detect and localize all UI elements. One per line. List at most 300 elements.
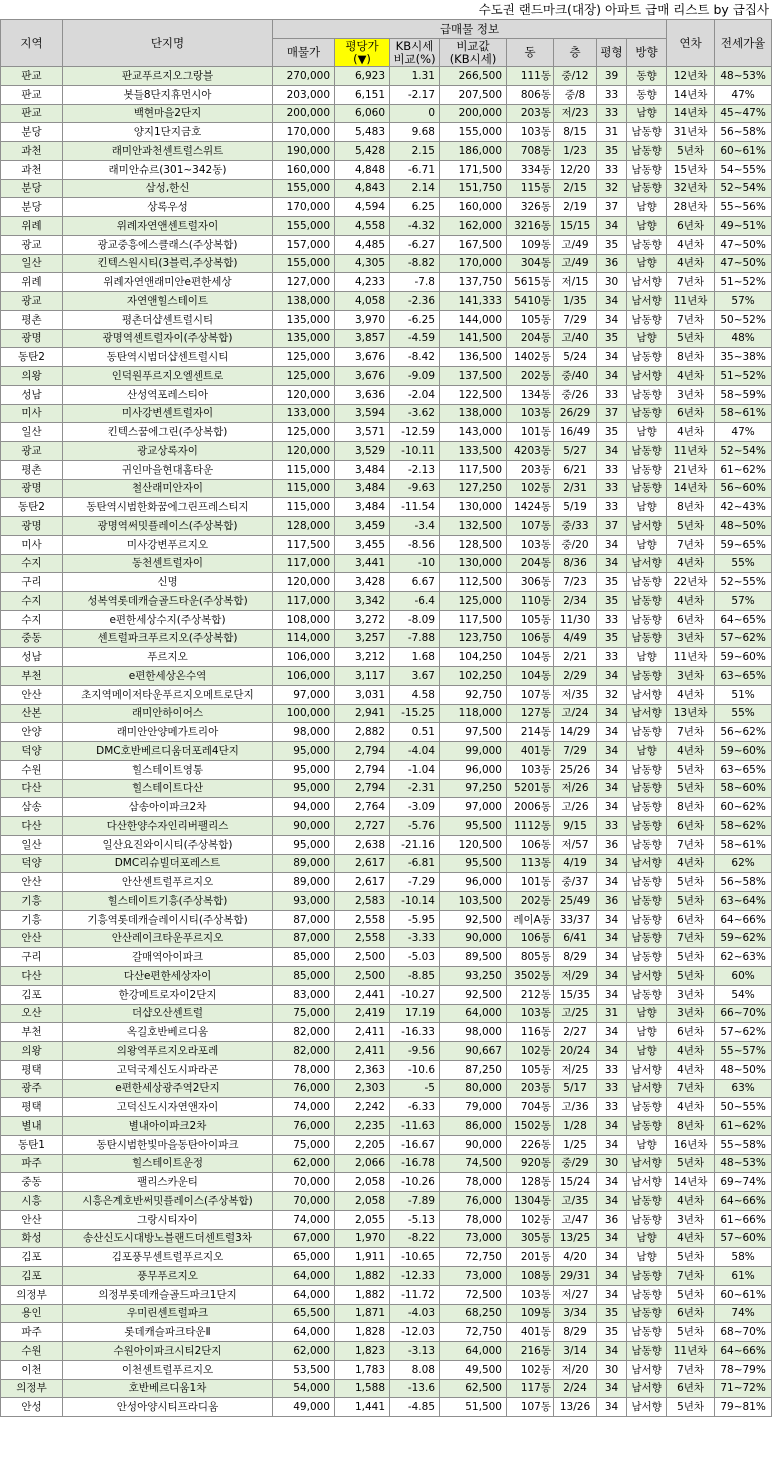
cell-age: 4년차 xyxy=(667,854,715,873)
cell-dong: 104동 xyxy=(507,648,554,667)
table-row xyxy=(1,967,772,986)
cell-price: 89,000 xyxy=(273,873,335,892)
cell-jeonse: 55~57% xyxy=(715,1042,772,1061)
cell-compare-value: 93,250 xyxy=(440,967,507,986)
cell-price: 117,000 xyxy=(273,592,335,611)
cell-dong: 214동 xyxy=(507,723,554,742)
cell-kb-compare: -9.09 xyxy=(390,367,440,386)
cell-dong: 134동 xyxy=(507,385,554,404)
cell-region: 평택 xyxy=(1,1060,63,1079)
cell-complex-name: 미사강변센트럴자이 xyxy=(63,404,273,423)
cell-dong: 5615동 xyxy=(507,273,554,292)
cell-pyeong: 34 xyxy=(597,1117,627,1136)
cell-floor: 4/19 xyxy=(554,854,597,873)
cell-kb-compare: 2.15 xyxy=(390,142,440,161)
cell-direction: 남향 xyxy=(627,254,667,273)
cell-dong: 107동 xyxy=(507,1398,554,1417)
cell-direction: 남향 xyxy=(627,198,667,217)
cell-direction: 남서향 xyxy=(627,1360,667,1379)
cell-pyeong: 32 xyxy=(597,179,627,198)
cell-direction: 남향 xyxy=(627,1023,667,1042)
cell-complex-name: 갈매역아이파크 xyxy=(63,948,273,967)
cell-direction: 남향 xyxy=(627,329,667,348)
cell-direction: 남서향 xyxy=(627,367,667,386)
cell-kb-compare: 2.14 xyxy=(390,179,440,198)
cell-floor: 11/30 xyxy=(554,610,597,629)
cell-dong: 201동 xyxy=(507,1248,554,1267)
cell-dong: 102동 xyxy=(507,1360,554,1379)
cell-direction: 남서향 xyxy=(627,1379,667,1398)
cell-direction: 남동향 xyxy=(627,1304,667,1323)
cell-kb-compare: -10.27 xyxy=(390,985,440,1004)
cell-age: 7년차 xyxy=(667,1360,715,1379)
cell-direction: 남서향 xyxy=(627,1060,667,1079)
cell-floor: 7/29 xyxy=(554,310,597,329)
cell-age: 4년차 xyxy=(667,592,715,611)
header-cmp-line2: (KB시세) xyxy=(449,51,497,66)
cell-dong: 204동 xyxy=(507,554,554,573)
cell-jeonse: 50~52% xyxy=(715,310,772,329)
cell-floor: 2/24 xyxy=(554,1379,597,1398)
cell-price-per-pyeong: 2,066 xyxy=(335,1154,390,1173)
header-kb-compare xyxy=(390,39,440,67)
header-complex: 단지명 xyxy=(63,20,273,67)
cell-region: 위례 xyxy=(1,273,63,292)
table-row xyxy=(1,1267,772,1286)
cell-kb-compare: -4.03 xyxy=(390,1304,440,1323)
cell-jeonse: 51~52% xyxy=(715,367,772,386)
cell-age: 15년차 xyxy=(667,160,715,179)
cell-compare-value: 72,750 xyxy=(440,1248,507,1267)
cell-dong: 1424동 xyxy=(507,498,554,517)
cell-price-per-pyeong: 3,459 xyxy=(335,517,390,536)
cell-pyeong: 37 xyxy=(597,198,627,217)
cell-pyeong: 36 xyxy=(597,254,627,273)
cell-price: 135,000 xyxy=(273,329,335,348)
cell-price: 76,000 xyxy=(273,1117,335,1136)
cell-direction: 동향 xyxy=(627,67,667,86)
cell-compare-value: 74,500 xyxy=(440,1154,507,1173)
cell-complex-name: 상록우성 xyxy=(63,198,273,217)
cell-region: 별내 xyxy=(1,1117,63,1136)
table-row xyxy=(1,535,772,554)
cell-direction: 남향 xyxy=(627,217,667,236)
table-row xyxy=(1,198,772,217)
cell-dong: 105동 xyxy=(507,310,554,329)
cell-price-per-pyeong: 3,484 xyxy=(335,460,390,479)
cell-complex-name: 동천센트럴자이 xyxy=(63,554,273,573)
cell-direction: 남동향 xyxy=(627,310,667,329)
cell-price: 203,000 xyxy=(273,85,335,104)
cell-price: 115,000 xyxy=(273,479,335,498)
cell-age: 12년차 xyxy=(667,67,715,86)
cell-floor: 4/49 xyxy=(554,629,597,648)
cell-price-per-pyeong: 3,428 xyxy=(335,573,390,592)
cell-kb-compare: 1.68 xyxy=(390,648,440,667)
cell-dong: 306동 xyxy=(507,573,554,592)
cell-price-per-pyeong: 3,455 xyxy=(335,535,390,554)
table-row xyxy=(1,854,772,873)
cell-dong: 204동 xyxy=(507,329,554,348)
cell-price-per-pyeong: 2,500 xyxy=(335,948,390,967)
cell-complex-name: 안산레이크타운푸르지오 xyxy=(63,929,273,948)
cell-compare-value: 97,250 xyxy=(440,779,507,798)
cell-direction: 남향 xyxy=(627,1135,667,1154)
cell-pyeong: 31 xyxy=(597,123,627,142)
cell-region: 미사 xyxy=(1,404,63,423)
cell-pyeong: 34 xyxy=(597,310,627,329)
cell-compare-value: 64,000 xyxy=(440,1342,507,1361)
cell-price: 76,000 xyxy=(273,1079,335,1098)
cell-region: 평촌 xyxy=(1,310,63,329)
cell-price-per-pyeong: 3,676 xyxy=(335,348,390,367)
cell-pyeong: 34 xyxy=(597,1398,627,1417)
cell-pyeong: 33 xyxy=(597,1098,627,1117)
cell-price-per-pyeong: 2,941 xyxy=(335,704,390,723)
cell-price: 125,000 xyxy=(273,348,335,367)
table-row xyxy=(1,142,772,161)
cell-dong: 203동 xyxy=(507,1079,554,1098)
cell-floor: 20/24 xyxy=(554,1042,597,1061)
cell-price: 70,000 xyxy=(273,1192,335,1211)
cell-price: 94,000 xyxy=(273,798,335,817)
cell-kb-compare: -13.6 xyxy=(390,1379,440,1398)
cell-kb-compare: 3.67 xyxy=(390,667,440,686)
cell-dong: 102동 xyxy=(507,1042,554,1061)
cell-complex-name: 광명역센트럴자이(주상복합) xyxy=(63,329,273,348)
cell-jeonse: 59~62% xyxy=(715,929,772,948)
table-row xyxy=(1,217,772,236)
cell-floor: 3/14 xyxy=(554,1342,597,1361)
cell-direction: 남동향 xyxy=(627,817,667,836)
table-row xyxy=(1,985,772,1004)
cell-age: 4년차 xyxy=(667,367,715,386)
header-jeonse: 전세가율 xyxy=(715,20,772,67)
header-age: 연차 xyxy=(667,20,715,67)
cell-compare-value: 141,500 xyxy=(440,329,507,348)
table-row xyxy=(1,1304,772,1323)
cell-price-per-pyeong: 1,588 xyxy=(335,1379,390,1398)
cell-floor: 고/26 xyxy=(554,798,597,817)
cell-age: 14년차 xyxy=(667,85,715,104)
cell-price: 62,000 xyxy=(273,1154,335,1173)
cell-age: 4년차 xyxy=(667,254,715,273)
cell-jeonse: 51~52% xyxy=(715,273,772,292)
cell-kb-compare: -3.13 xyxy=(390,1342,440,1361)
cell-price-per-pyeong: 3,484 xyxy=(335,479,390,498)
cell-complex-name: 미사강변푸르지오 xyxy=(63,535,273,554)
cell-direction: 남서향 xyxy=(627,854,667,873)
cell-compare-value: 78,000 xyxy=(440,1173,507,1192)
cell-complex-name: 힐스테이트기흥(주상복합) xyxy=(63,892,273,911)
cell-kb-compare: -7.29 xyxy=(390,873,440,892)
cell-dong: 203동 xyxy=(507,104,554,123)
cell-dong: 1112동 xyxy=(507,817,554,836)
cell-age: 6년차 xyxy=(667,817,715,836)
cell-kb-compare: -6.33 xyxy=(390,1098,440,1117)
cell-direction: 남동향 xyxy=(627,1098,667,1117)
cell-complex-name: 성복역롯데캐슬골드타운(주상복합) xyxy=(63,592,273,611)
cell-jeonse: 55% xyxy=(715,704,772,723)
header-price-per-pyeong[interactable] xyxy=(335,39,390,67)
cell-complex-name: 킨텍스꿈에그린(주상복합) xyxy=(63,423,273,442)
table-row xyxy=(1,292,772,311)
cell-pyeong: 34 xyxy=(597,723,627,742)
cell-floor: 저/15 xyxy=(554,273,597,292)
cell-pyeong: 33 xyxy=(597,385,627,404)
cell-direction: 남동향 xyxy=(627,667,667,686)
cell-jeonse: 56~60% xyxy=(715,479,772,498)
cell-complex-name: 기흥역롯데캐슬레이시티(주상복합) xyxy=(63,910,273,929)
cell-price-per-pyeong: 4,233 xyxy=(335,273,390,292)
cell-kb-compare: -16.78 xyxy=(390,1154,440,1173)
cell-jeonse: 56~58% xyxy=(715,873,772,892)
cell-compare-value: 62,500 xyxy=(440,1379,507,1398)
cell-region: 안산 xyxy=(1,685,63,704)
cell-floor: 2/29 xyxy=(554,667,597,686)
cell-age: 5년차 xyxy=(667,967,715,986)
cell-pyeong: 34 xyxy=(597,1285,627,1304)
cell-price-per-pyeong: 1,970 xyxy=(335,1229,390,1248)
cell-direction: 남향 xyxy=(627,498,667,517)
cell-dong: 107동 xyxy=(507,685,554,704)
header-kb-line1: KB시세 xyxy=(395,38,434,53)
cell-complex-name: 힐스테이트영통 xyxy=(63,760,273,779)
cell-jeonse: 58~60% xyxy=(715,779,772,798)
cell-dong: 305동 xyxy=(507,1229,554,1248)
cell-price: 85,000 xyxy=(273,967,335,986)
cell-region: 부천 xyxy=(1,667,63,686)
cell-jeonse: 51% xyxy=(715,685,772,704)
cell-direction: 남동향 xyxy=(627,479,667,498)
cell-age: 7년차 xyxy=(667,1079,715,1098)
cell-direction: 남동향 xyxy=(627,460,667,479)
cell-kb-compare: -16.33 xyxy=(390,1023,440,1042)
cell-price-per-pyeong: 2,242 xyxy=(335,1098,390,1117)
cell-direction: 남동향 xyxy=(627,760,667,779)
cell-complex-name: 힐스테이트다산 xyxy=(63,779,273,798)
cell-age: 3년차 xyxy=(667,1004,715,1023)
cell-complex-name: 별내아이파크2차 xyxy=(63,1117,273,1136)
cell-price-per-pyeong: 1,871 xyxy=(335,1304,390,1323)
cell-dong: 103동 xyxy=(507,1285,554,1304)
cell-kb-compare: -7.8 xyxy=(390,273,440,292)
cell-direction: 남향 xyxy=(627,1248,667,1267)
cell-age: 8년차 xyxy=(667,1117,715,1136)
cell-pyeong: 33 xyxy=(597,817,627,836)
cell-region: 과천 xyxy=(1,160,63,179)
cell-direction: 남동향 xyxy=(627,835,667,854)
table-row xyxy=(1,179,772,198)
table-row xyxy=(1,1323,772,1342)
cell-price-per-pyeong: 5,483 xyxy=(335,123,390,142)
table-row xyxy=(1,479,772,498)
cell-kb-compare: 4.58 xyxy=(390,685,440,704)
cell-floor: 중/20 xyxy=(554,535,597,554)
cell-floor: 저/29 xyxy=(554,967,597,986)
cell-kb-compare: -10.26 xyxy=(390,1173,440,1192)
cell-compare-value: 95,500 xyxy=(440,854,507,873)
table-row xyxy=(1,1210,772,1229)
cell-direction: 남향 xyxy=(627,1229,667,1248)
cell-jeonse: 59~60% xyxy=(715,648,772,667)
cell-direction: 남동향 xyxy=(627,123,667,142)
table-row xyxy=(1,123,772,142)
cell-floor: 고/49 xyxy=(554,235,597,254)
cell-complex-name: 철산래미안자이 xyxy=(63,479,273,498)
cell-age: 7년차 xyxy=(667,1267,715,1286)
cell-price-per-pyeong: 2,303 xyxy=(335,1079,390,1098)
cell-pyeong: 34 xyxy=(597,1342,627,1361)
cell-kb-compare: 0.51 xyxy=(390,723,440,742)
table-row xyxy=(1,948,772,967)
table-row xyxy=(1,404,772,423)
cell-floor: 2/34 xyxy=(554,592,597,611)
cell-kb-compare: 1.31 xyxy=(390,67,440,86)
cell-pyeong: 33 xyxy=(597,610,627,629)
cell-direction: 남서향 xyxy=(627,292,667,311)
cell-direction: 남동향 xyxy=(627,160,667,179)
cell-age: 4년차 xyxy=(667,423,715,442)
cell-age: 4년차 xyxy=(667,1192,715,1211)
cell-complex-name: 김포풍무센트럴푸르지오 xyxy=(63,1248,273,1267)
cell-floor: 25/49 xyxy=(554,892,597,911)
cell-dong: 3502동 xyxy=(507,967,554,986)
cell-region: 판교 xyxy=(1,104,63,123)
cell-pyeong: 34 xyxy=(597,1267,627,1286)
cell-pyeong: 35 xyxy=(597,142,627,161)
cell-region: 다산 xyxy=(1,779,63,798)
cell-kb-compare: -5 xyxy=(390,1079,440,1098)
cell-price: 170,000 xyxy=(273,123,335,142)
cell-age: 4년차 xyxy=(667,1098,715,1117)
cell-pyeong: 34 xyxy=(597,910,627,929)
cell-complex-name: 인덕원푸르지오엘센트로 xyxy=(63,367,273,386)
cell-region: 광교 xyxy=(1,235,63,254)
cell-compare-value: 160,000 xyxy=(440,198,507,217)
cell-dong: 102동 xyxy=(507,479,554,498)
cell-pyeong: 36 xyxy=(597,835,627,854)
cell-region: 동탄2 xyxy=(1,348,63,367)
cell-compare-value: 133,500 xyxy=(440,442,507,461)
cell-pyeong: 34 xyxy=(597,929,627,948)
cell-jeonse: 59~60% xyxy=(715,742,772,761)
cell-compare-value: 97,000 xyxy=(440,798,507,817)
cell-jeonse: 47% xyxy=(715,423,772,442)
table-row xyxy=(1,1060,772,1079)
cell-jeonse: 63% xyxy=(715,1079,772,1098)
cell-floor: 4/20 xyxy=(554,1248,597,1267)
cell-kb-compare: -4.59 xyxy=(390,329,440,348)
cell-kb-compare: -8.56 xyxy=(390,535,440,554)
cell-price-per-pyeong: 6,151 xyxy=(335,85,390,104)
cell-pyeong: 35 xyxy=(597,423,627,442)
cell-floor: 고/35 xyxy=(554,1192,597,1211)
cell-jeonse: 47~50% xyxy=(715,235,772,254)
cell-kb-compare: -2.31 xyxy=(390,779,440,798)
cell-region: 화성 xyxy=(1,1229,63,1248)
cell-price: 155,000 xyxy=(273,217,335,236)
cell-floor: 저/35 xyxy=(554,685,597,704)
cell-price-per-pyeong: 2,363 xyxy=(335,1060,390,1079)
table-row xyxy=(1,85,772,104)
cell-kb-compare: -10.11 xyxy=(390,442,440,461)
cell-direction: 남서향 xyxy=(627,554,667,573)
cell-dong: 704동 xyxy=(507,1098,554,1117)
cell-pyeong: 30 xyxy=(597,1154,627,1173)
cell-dong: 304동 xyxy=(507,254,554,273)
cell-jeonse: 55~58% xyxy=(715,1135,772,1154)
cell-dong: 4203동 xyxy=(507,442,554,461)
cell-jeonse: 78~79% xyxy=(715,1360,772,1379)
cell-compare-value: 200,000 xyxy=(440,104,507,123)
cell-floor: 고/36 xyxy=(554,1098,597,1117)
cell-dong: 1402동 xyxy=(507,348,554,367)
cell-floor: 7/23 xyxy=(554,573,597,592)
cell-age: 5년차 xyxy=(667,873,715,892)
cell-compare-value: 86,000 xyxy=(440,1117,507,1136)
cell-dong: 401동 xyxy=(507,742,554,761)
cell-jeonse: 64~65% xyxy=(715,610,772,629)
cell-pyeong: 34 xyxy=(597,1379,627,1398)
cell-floor: 고/49 xyxy=(554,254,597,273)
cell-complex-name: 킨텍스원시티(3블럭,주상복합) xyxy=(63,254,273,273)
cell-compare-value: 102,250 xyxy=(440,667,507,686)
cell-pyeong: 34 xyxy=(597,535,627,554)
cell-pyeong: 33 xyxy=(597,648,627,667)
cell-floor: 16/49 xyxy=(554,423,597,442)
cell-compare-value: 89,500 xyxy=(440,948,507,967)
cell-direction: 남동향 xyxy=(627,1210,667,1229)
cell-complex-name: 초지역메이저타운푸르지오메트로단지 xyxy=(63,685,273,704)
cell-price-per-pyeong: 3,857 xyxy=(335,329,390,348)
cell-pyeong: 34 xyxy=(597,1192,627,1211)
cell-price-per-pyeong: 3,636 xyxy=(335,385,390,404)
cell-age: 7년차 xyxy=(667,310,715,329)
cell-price: 87,000 xyxy=(273,929,335,948)
cell-age: 3년차 xyxy=(667,385,715,404)
cell-age: 22년차 xyxy=(667,573,715,592)
cell-compare-value: 72,750 xyxy=(440,1323,507,1342)
cell-pyeong: 33 xyxy=(597,479,627,498)
cell-jeonse: 63~65% xyxy=(715,667,772,686)
cell-dong: 101동 xyxy=(507,423,554,442)
cell-direction: 남동향 xyxy=(627,723,667,742)
cell-pyeong: 35 xyxy=(597,1323,627,1342)
cell-price: 83,000 xyxy=(273,985,335,1004)
table-row xyxy=(1,892,772,911)
cell-price: 74,000 xyxy=(273,1098,335,1117)
cell-pyeong: 35 xyxy=(597,235,627,254)
table-row xyxy=(1,685,772,704)
cell-compare-value: 132,500 xyxy=(440,517,507,536)
cell-jeonse: 58~61% xyxy=(715,835,772,854)
cell-floor: 고/25 xyxy=(554,1004,597,1023)
cell-dong: 106동 xyxy=(507,835,554,854)
cell-price: 120,000 xyxy=(273,442,335,461)
cell-floor: 2/31 xyxy=(554,479,597,498)
table-row xyxy=(1,592,772,611)
cell-price-per-pyeong: 3,031 xyxy=(335,685,390,704)
cell-age: 14년차 xyxy=(667,104,715,123)
cell-complex-name: 다산한양수자인리버팰리스 xyxy=(63,817,273,836)
cell-complex-name: 한강메트로자이2단지 xyxy=(63,985,273,1004)
table-row xyxy=(1,648,772,667)
table-row xyxy=(1,329,772,348)
cell-age: 5년차 xyxy=(667,142,715,161)
cell-price: 78,000 xyxy=(273,1060,335,1079)
cell-floor: 9/15 xyxy=(554,817,597,836)
